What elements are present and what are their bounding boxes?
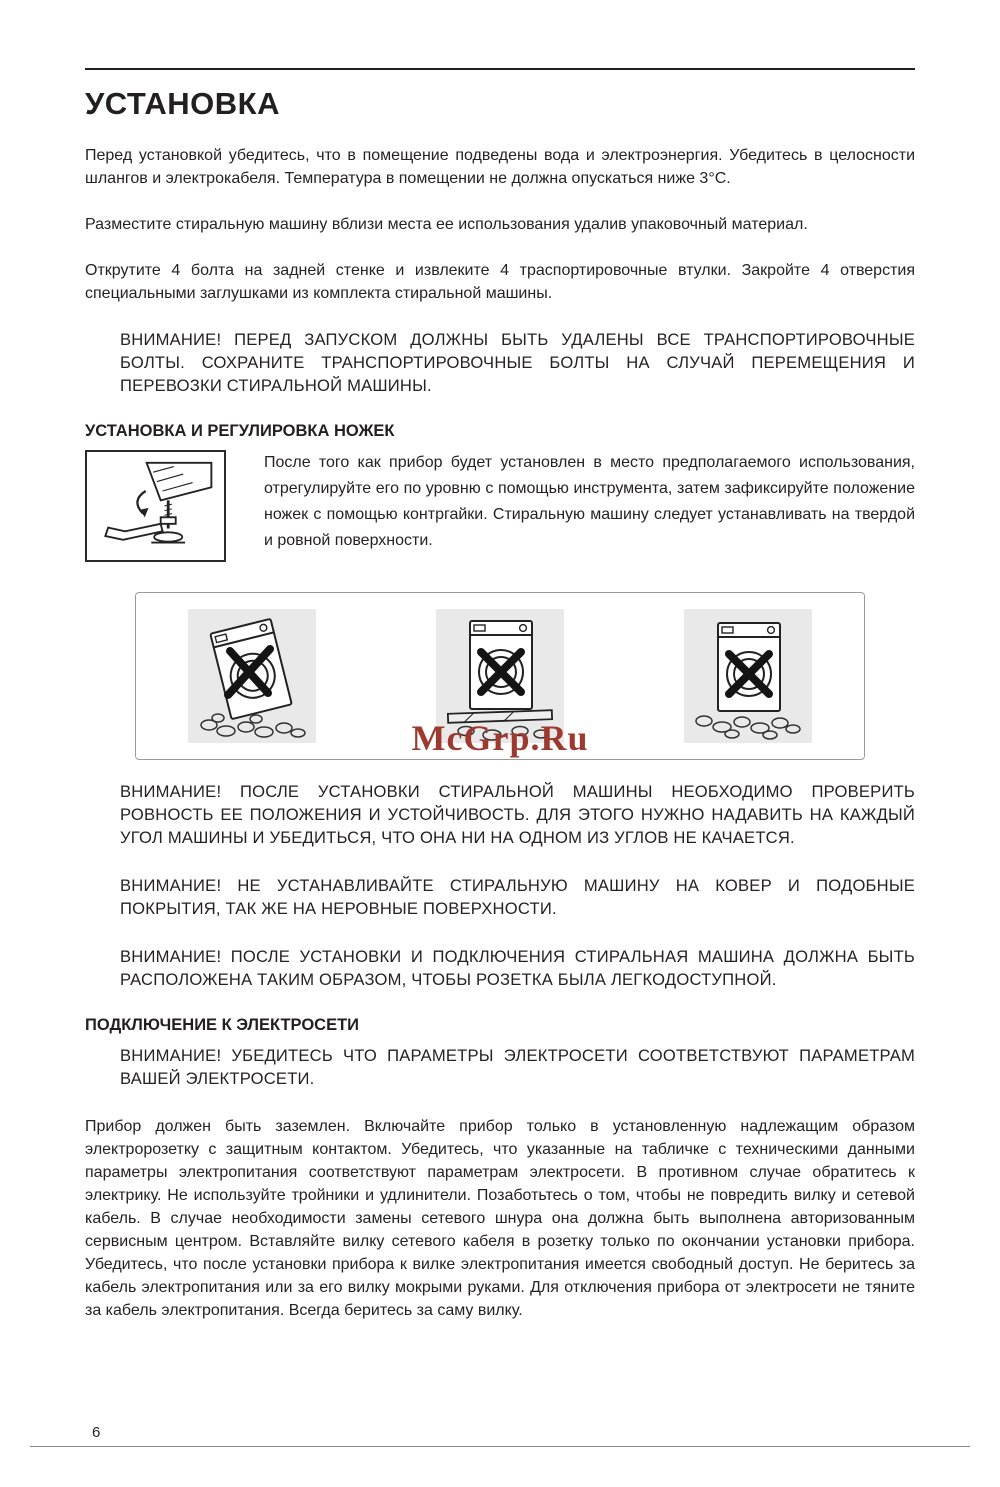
- warning-no-carpet: ВНИМАНИЕ! НЕ УСТАНАВЛИВАЙТЕ СТИРАЛЬНУЮ МАШИНУ НА КОВЕР И ПОДОБНЫЕ ПОКРЫТИЯ, ТАК ЖЕ НА НЕРОВНЫЕ ПОВЕРХНОСТИ.: [120, 876, 915, 918]
- leveling-foot-wrench-icon: [95, 458, 217, 554]
- intro-paragraph-2: Разместите стиральную машину вблизи места ее использования удалив упаковочный материал.: [85, 216, 808, 233]
- figure-panel-1: [188, 609, 316, 743]
- page-content: [0, 68, 1000, 1322]
- intro-paragraph-1: Перед установкой убедитесь, что в помещение подведены вода и электроэнергия. Убедитесь в целосности шлангов и электрокабеля. Температура в помещении не должна опускаться ниже 3°С.: [85, 147, 915, 187]
- footer: [30, 1424, 970, 1447]
- page-number: 6: [92, 1424, 101, 1441]
- watermark: McGrp.Ru: [411, 718, 589, 758]
- leveling-foot-figure: [85, 450, 226, 562]
- feet-section-body: После того как прибор будет установлен в место предполагаемого использования, отрегулируйте его по уровню с помощью инструмента, затем зафиксируйте положение ножек с помощью контргайки. Стиральную машину следует устанавливать на твердой и ровной поверхности.: [264, 454, 915, 549]
- warning-power-parameters: ВНИМАНИЕ! УБЕДИТЕСЬ ЧТО ПАРАМЕТРЫ ЭЛЕКТРОСЕТИ СООТВЕТСТВУЮТ ПАРАМЕТРАМ ВАШЕЙ ЭЛЕКТРОСЕТИ.: [120, 1046, 915, 1088]
- warning-socket-accessible: ВНИМАНИЕ! ПОСЛЕ УСТАНОВКИ И ПОДКЛЮЧЕНИЯ СТИРАЛЬНАЯ МАШИНА ДОЛЖНА БЫТЬ РАСПОЛОЖЕНА ТАКИМ ОБРАЗОМ, ЧТОБЫ РОЗЕТКА БЫЛА ЛЕГКОДОСТУПНОЙ.: [120, 947, 915, 989]
- washer-on-debris-icon: [692, 617, 804, 743]
- warning-check-level: ВНИМАНИЕ! ПОСЛЕ УСТАНОВКИ СТИРАЛЬНОЙ МАШИНЫ НЕОБХОДИМО ПРОВЕРИТЬ РОВНОСТЬ ЕЕ ПОЛОЖЕНИЯ И УСТОЙЧИВОСТЬ. ДЛЯ ЭТОГО НУЖНО НАДАВИТЬ НА КАЖДЫЙ УГОЛ МАШИНЫ И УБЕДИТЬСЯ, ЧТО ОНА НИ НА ОДНОМ ИЗ УГЛОВ НЕ КАЧАЕТСЯ.: [120, 782, 915, 847]
- feet-section-row: [85, 450, 915, 562]
- section-heading-feet: УСТАНОВКА И РЕГУЛИРОВКА НОЖЕК: [85, 422, 395, 440]
- intro-paragraph-3: Открутите 4 болта на задней стенке и извлеките 4 траспортировочные втулки. Закройте 4 отверстия специальными заглушками из комплекта стиральной машины.: [85, 262, 915, 302]
- washer-on-board-icon: [444, 617, 556, 743]
- power-section-body: Прибор должен быть заземлен. Включайте прибор только в установленную надлежащим образом электророзетку с защитным контактом. Убедитесь, что указанные на табличке с техническими данными параметры электропитания соответствуют параметрам электросети. В противном случае обратитесь к электрику. Не используйте тройники и удлинители. Позаботьтесь о том, чтобы не повредить вилку и сетевой кабель. В случае необходимости замены сетевого шнура она должна быть выполнена авторизованным сервисным центром. Вставляйте вилку сетевого кабеля в розетку только по окончании установки прибора. Убедитесь, что после установки прибора к вилке электропитания имеется свободный доступ. Не беритесь за кабель электропитания или за его вилку мокрыми руками. Для отключения прибора от электросети не тяните за кабель электропитания. Всегда беритесь за саму вилку.: [85, 1118, 915, 1319]
- figure-panel-2: [436, 609, 564, 743]
- section-heading-power: ПОДКЛЮЧЕНИЕ К ЭЛЕКТРОСЕТИ: [85, 1016, 360, 1034]
- figure-panel-3: [684, 609, 812, 743]
- page-title: УСТАНОВКА: [85, 86, 280, 121]
- installation-surface-figure: [135, 592, 865, 760]
- washer-tilted-on-rubble-icon: [196, 617, 308, 743]
- top-rule: [85, 68, 915, 70]
- warning-transport-bolts: ВНИМАНИЕ! ПЕРЕД ЗАПУСКОМ ДОЛЖНЫ БЫТЬ УДАЛЕНЫ ВСЕ ТРАНСПОРТИРОВОЧНЫЕ БОЛТЫ. СОХРАНИТЕ ТРАНСПОРТИРОВОЧНЫЕ БОЛТЫ НА СЛУЧАЙ ПЕРЕМЕЩЕНИЯ И ПЕРЕВОЗКИ СТИРАЛЬНОЙ МАШИНЫ.: [120, 330, 915, 395]
